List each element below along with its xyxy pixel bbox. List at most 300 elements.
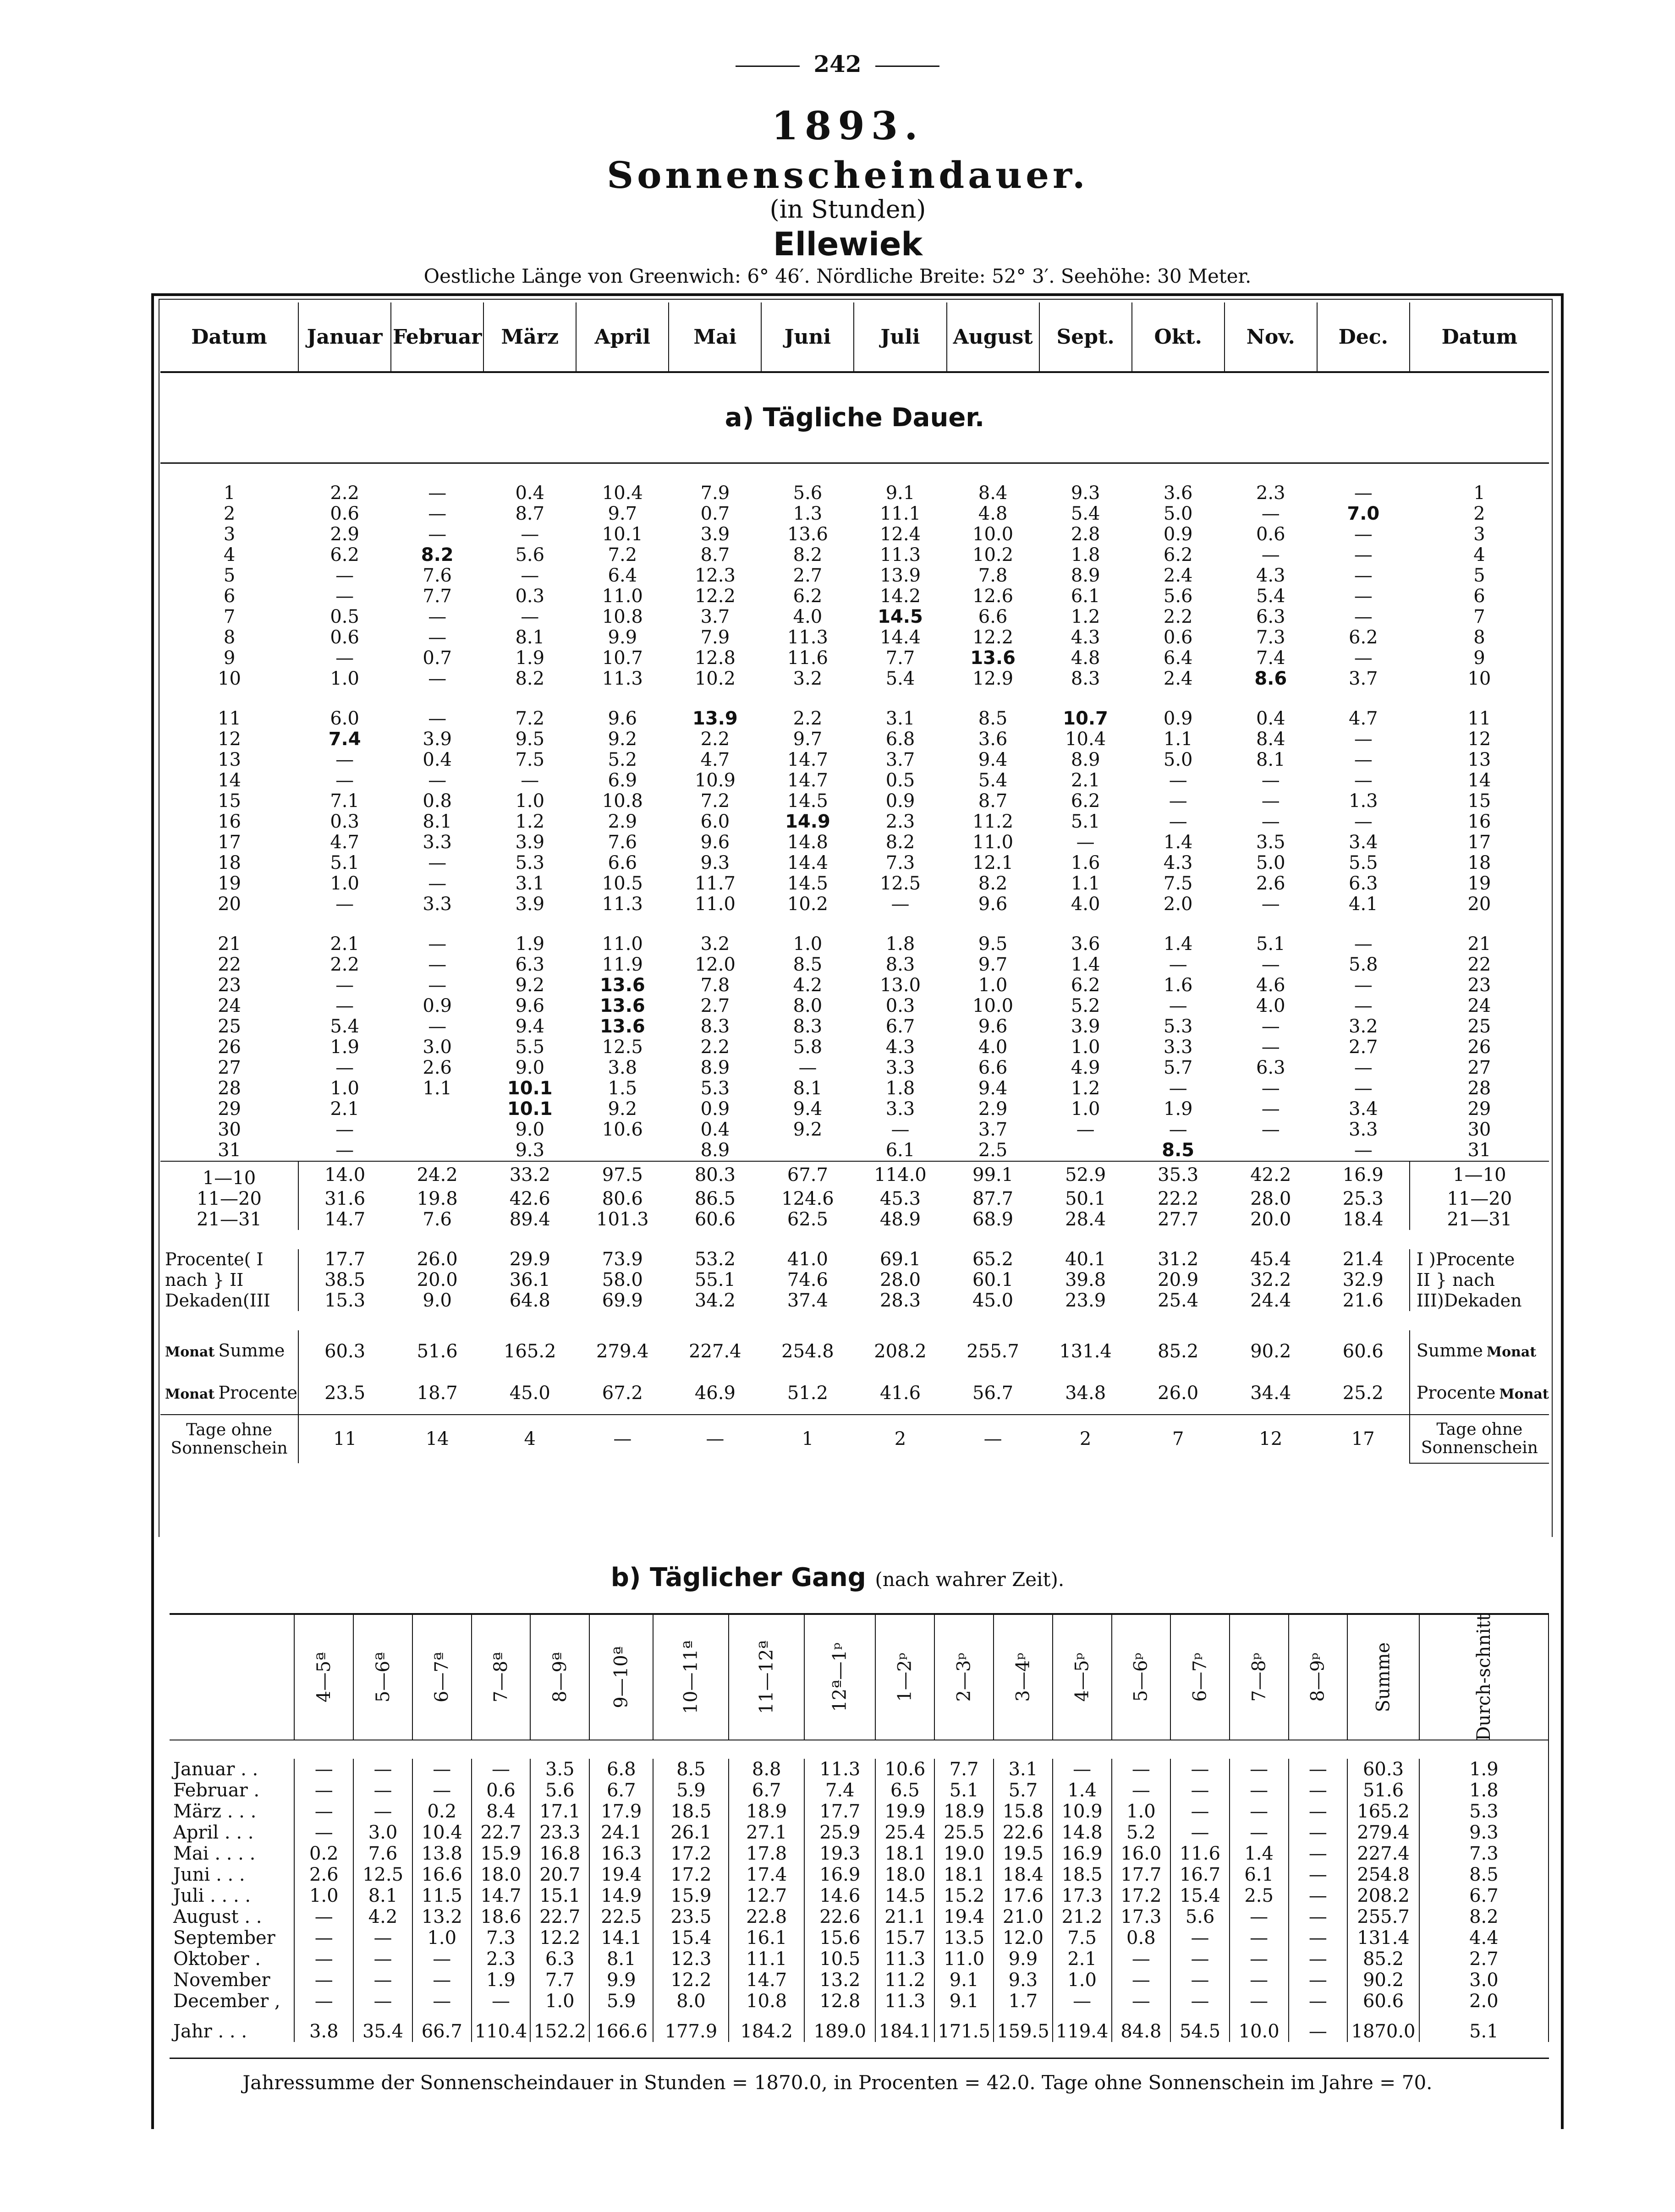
percent-decade-value: 29.9: [509, 1249, 550, 1270]
hourly-value: 10.4: [412, 1822, 472, 1843]
day-value: —: [428, 524, 447, 545]
day-value: [391, 1120, 483, 1140]
hourly-value: —: [294, 1780, 353, 1801]
hourly-value: 12.8: [804, 1991, 875, 2012]
hourly-value: 15.4: [1170, 1885, 1230, 1906]
spacer-cell: [160, 1311, 1549, 1330]
day-value: 3.6: [1163, 483, 1193, 504]
day-value: [1225, 1140, 1317, 1161]
day-value: 0.6: [1256, 524, 1285, 545]
month-sum-value: 208.2: [874, 1340, 927, 1362]
table-row: [160, 750, 1549, 770]
month-sum-value: 131.4: [1059, 1340, 1112, 1362]
hourly-spacer-row: [170, 1740, 1549, 1759]
hour-header: [353, 1614, 412, 1740]
hour-label: Summe: [1373, 1642, 1394, 1713]
day-value: 12.3: [694, 565, 736, 586]
day-value: 10.1: [602, 524, 643, 545]
day-value: 0.9: [885, 790, 915, 812]
hourly-value: 5.9: [653, 1780, 729, 1801]
day-value: 3.9: [423, 729, 452, 750]
day-value: 3.9: [515, 832, 545, 853]
header-month: Juni: [761, 302, 854, 372]
day-number: 11: [218, 708, 241, 729]
hourly-row: [170, 1927, 1549, 1949]
percent-decade-row: [160, 1249, 1549, 1270]
day-value: —: [1076, 832, 1095, 853]
hourly-year-value: 159.5: [994, 2012, 1053, 2042]
day-value: 1.1: [1163, 729, 1193, 750]
hourly-value: 1.0: [294, 1885, 353, 1906]
day-value: —: [1261, 503, 1280, 524]
day-value: 6.3: [1349, 873, 1378, 894]
hourly-year-value: 152.2: [530, 2012, 589, 2042]
hourly-value: 11.2: [875, 1970, 934, 1991]
hourly-value: 14.8: [1053, 1822, 1112, 1843]
year: 1893.: [771, 103, 924, 148]
day-value: 8.7: [700, 544, 730, 565]
day-value: 6.1: [1071, 586, 1100, 607]
spacer-row: [160, 1311, 1549, 1330]
day-value: 9.5: [515, 729, 545, 750]
hourly-value: —: [294, 1949, 353, 1970]
day-value: 7.6: [423, 565, 452, 586]
hour-header: [1419, 1614, 1549, 1740]
month-percent-label: [160, 1372, 298, 1415]
tage-ohne-value: 2: [854, 1415, 946, 1463]
day-number: 22: [218, 954, 241, 975]
percent-decade-value: 64.8: [509, 1290, 550, 1311]
decade-value: 124.6: [781, 1188, 834, 1209]
day-number: 18: [218, 852, 241, 873]
day-number-right: 28: [1467, 1078, 1491, 1099]
day-value: —: [335, 586, 354, 607]
day-value: 8.0: [793, 995, 823, 1016]
month-sum-value: 279.4: [596, 1340, 649, 1362]
hour-label: 8—9ª: [549, 1652, 571, 1702]
day-value: 3.7: [885, 749, 915, 770]
day-value: 7.5: [515, 749, 545, 770]
hour-label: 5—6ª: [372, 1652, 394, 1702]
hourly-value: 17.2: [653, 1864, 729, 1885]
day-number-right: 29: [1467, 1098, 1491, 1120]
decade-value: 42.6: [509, 1188, 550, 1209]
hourly-year-value: 5.1: [1419, 2012, 1549, 2042]
day-value: 2.0: [1163, 894, 1193, 915]
tage-ohne-label: Tage ohne Sonnenschein: [160, 1415, 298, 1463]
tage-ohne-row: [160, 1415, 1549, 1463]
hourly-value: 22.7: [472, 1822, 531, 1843]
day-value: 9.2: [793, 1119, 823, 1140]
day-value: 0.7: [700, 503, 730, 524]
day-value: 2.7: [793, 565, 823, 586]
tage-ohne-value: 4: [483, 1415, 576, 1463]
day-value: 1.5: [608, 1078, 637, 1099]
table-row: [160, 832, 1549, 853]
hourly-value: 22.7: [530, 1906, 589, 1927]
percent-decade-value: 41.0: [787, 1249, 828, 1270]
day-value: 9.0: [515, 1057, 545, 1078]
day-value: 1.0: [793, 933, 823, 955]
day-number: 9: [223, 648, 236, 669]
hourly-value: 3.1: [994, 1759, 1053, 1780]
hourly-value: 7.4: [804, 1780, 875, 1801]
day-value: 3.1: [885, 708, 915, 729]
hour-label: 2—3ᵖ: [953, 1652, 975, 1702]
day-value: 12.6: [972, 586, 1014, 607]
hourly-value: 3.5: [530, 1759, 589, 1780]
hourly-value: 18.6: [472, 1906, 531, 1927]
percent-decade-value: 69.1: [879, 1249, 921, 1270]
hourly-value: —: [1289, 1991, 1348, 2012]
hourly-value: 9.9: [994, 1949, 1053, 1970]
percent-decade-value: 32.2: [1250, 1269, 1291, 1290]
hour-header: [729, 1614, 804, 1740]
day-value: 3.3: [885, 1057, 915, 1078]
hourly-value: 0.2: [294, 1843, 353, 1864]
day-value: 7.7: [423, 586, 452, 607]
day-number: 28: [218, 1078, 241, 1099]
monat-label-right: Monat: [1486, 1344, 1537, 1360]
day-value: 0.6: [330, 503, 359, 524]
day-value: —: [1169, 770, 1187, 791]
day-value: 2.1: [330, 933, 359, 955]
dash-right: [875, 66, 939, 67]
hour-label: 3—4ᵖ: [1012, 1652, 1034, 1702]
station-name: Ellewiek: [773, 225, 923, 263]
hourly-month: März . . .: [170, 1801, 294, 1822]
hourly-value: 5.6: [1170, 1906, 1230, 1927]
hourly-row: [170, 1885, 1549, 1906]
hourly-value: 9.9: [589, 1970, 653, 1991]
day-number-right: 19: [1467, 873, 1491, 894]
hourly-value: 15.7: [875, 1927, 934, 1949]
day-value: 4.9: [1071, 1057, 1100, 1078]
decade-value: 86.5: [694, 1188, 736, 1209]
hourly-value: 7.7: [530, 1970, 589, 1991]
day-value: —: [1354, 995, 1373, 1016]
percent-decade-value: 37.4: [787, 1290, 828, 1311]
day-value: 9.6: [700, 832, 730, 853]
hourly-value: 16.1: [729, 1927, 804, 1949]
hourly-value: —: [294, 1822, 353, 1843]
percent-decade-value: 21.4: [1342, 1249, 1384, 1270]
day-number: 25: [218, 1016, 241, 1037]
hourly-value: 18.1: [875, 1843, 934, 1864]
day-value: 13.6: [599, 975, 645, 996]
decade-value: 45.3: [879, 1188, 921, 1209]
day-value: 6.3: [515, 954, 545, 975]
hour-label: 1—2ᵖ: [894, 1652, 916, 1702]
hourly-row: [170, 1864, 1549, 1885]
day-number-right: 15: [1467, 790, 1491, 812]
decade-row: [160, 1161, 1549, 1189]
day-number: 19: [218, 873, 241, 894]
decade-row: [160, 1209, 1549, 1230]
day-value: —: [1354, 586, 1373, 607]
day-number: 7: [223, 606, 236, 627]
header-month: Nov.: [1225, 302, 1317, 372]
hourly-value: —: [1170, 1970, 1230, 1991]
header-datum-right: Datum: [1410, 302, 1549, 372]
day-value: 0.8: [423, 790, 452, 812]
day-value: 4.3: [1163, 852, 1193, 873]
day-value: 9.4: [793, 1098, 823, 1120]
day-value: 0.3: [515, 586, 545, 607]
day-value: 3.3: [423, 832, 452, 853]
day-value: 2.2: [1163, 606, 1193, 627]
day-value: 1.3: [793, 503, 823, 524]
day-number-right: 25: [1467, 1016, 1491, 1037]
day-number: 20: [218, 894, 241, 915]
day-value: 1.0: [330, 873, 359, 894]
hourly-value: 90.2: [1347, 1970, 1419, 1991]
day-value: —: [1354, 1140, 1373, 1161]
hour-header: [875, 1614, 934, 1740]
month-sum-label-right: [1410, 1330, 1549, 1372]
day-value: 8.2: [515, 668, 545, 689]
hourly-value: 1.9: [472, 1970, 531, 1991]
hourly-value: 15.6: [804, 1927, 875, 1949]
hourly-value: 14.1: [589, 1927, 653, 1949]
day-number-right: 22: [1467, 954, 1491, 975]
header-month: Okt.: [1132, 302, 1225, 372]
table-row: [160, 1078, 1549, 1099]
percent-decade-value: 73.9: [602, 1249, 643, 1270]
day-value: —: [1354, 524, 1373, 545]
day-value: 3.3: [1163, 1037, 1193, 1058]
day-value: 10.4: [602, 483, 643, 504]
hourly-value: 6.1: [1230, 1864, 1289, 1885]
month-percent-value: 18.7: [417, 1383, 458, 1404]
hourly-value: —: [294, 1759, 353, 1780]
hourly-value: 17.1: [530, 1801, 589, 1822]
day-value: 4.0: [793, 606, 823, 627]
day-value: 4.7: [1349, 708, 1378, 729]
hourly-value: 51.6: [1347, 1780, 1419, 1801]
hourly-value: 10.5: [804, 1949, 875, 1970]
day-value: 10.1: [507, 1098, 553, 1120]
table-row: [160, 648, 1549, 669]
day-value: 9.6: [608, 708, 637, 729]
month-sum-value: 51.6: [417, 1340, 458, 1362]
page-number-text: 242: [813, 50, 862, 77]
tage-ohne-value: 1: [761, 1415, 854, 1463]
day-value: 2.9: [978, 1098, 1008, 1120]
day-value: 5.2: [608, 749, 637, 770]
hourly-value: 15.9: [653, 1885, 729, 1906]
day-value: 8.4: [1256, 729, 1285, 750]
day-value: 1.0: [1071, 1037, 1100, 1058]
decade-value: 101.3: [596, 1209, 649, 1230]
hourly-value: —: [1230, 1927, 1289, 1949]
hour-label: 6—7ᵖ: [1189, 1652, 1211, 1702]
hourly-value: 19.4: [589, 1864, 653, 1885]
hourly-value: —: [1230, 1906, 1289, 1927]
table-row: [160, 1099, 1549, 1120]
hourly-header-row: [170, 1614, 1549, 1740]
day-value: —: [521, 606, 539, 627]
day-value: 10.7: [1063, 708, 1108, 729]
hourly-value: 25.9: [804, 1822, 875, 1843]
hourly-year-value: 84.8: [1112, 2012, 1171, 2042]
day-value: 12.0: [694, 954, 736, 975]
hourly-value: 6.7: [589, 1780, 653, 1801]
table-row: [160, 934, 1549, 955]
table-row: [160, 1140, 1549, 1161]
hourly-value: —: [1170, 1780, 1230, 1801]
day-value: 3.1: [515, 873, 545, 894]
day-value: 9.3: [515, 1140, 545, 1161]
day-value: —: [1261, 1098, 1280, 1120]
day-value: —: [1261, 544, 1280, 565]
day-number-right: 17: [1467, 832, 1491, 853]
day-value: 5.0: [1163, 749, 1193, 770]
day-value: 6.4: [608, 565, 637, 586]
day-value: 2.2: [330, 483, 359, 504]
header-month: Mai: [669, 302, 761, 372]
hourly-year-value: 119.4: [1053, 2012, 1112, 2042]
day-value: 1.9: [330, 1037, 359, 1058]
month-percent-value: 41.6: [879, 1383, 921, 1404]
day-value: 1.9: [515, 933, 545, 955]
hourly-value: 7.7: [934, 1759, 994, 1780]
day-value: 5.1: [1071, 811, 1100, 832]
month-percent-value: 46.9: [694, 1383, 736, 1404]
day-value: 1.1: [1071, 873, 1100, 894]
hourly-value: 5.1: [934, 1780, 994, 1801]
day-value: —: [1169, 995, 1187, 1016]
header-month: Sept.: [1039, 302, 1132, 372]
day-value: 10.8: [602, 790, 643, 812]
day-value: 5.8: [793, 1037, 823, 1058]
day-value: 6.2: [1163, 544, 1193, 565]
hourly-value: —: [1170, 1927, 1230, 1949]
header-month: April: [576, 302, 669, 372]
daily-duration-table: [160, 302, 1549, 1464]
percent-decade-value: 60.1: [972, 1269, 1014, 1290]
footer-rule: [170, 2058, 1549, 2059]
day-value: 3.3: [423, 894, 452, 915]
hourly-value: 3.0: [1419, 1970, 1549, 1991]
day-value: 3.5: [1256, 832, 1285, 853]
day-number: 3: [223, 524, 236, 545]
day-value: 4.3: [1256, 565, 1285, 586]
decade-label: 11—20: [160, 1189, 298, 1209]
day-value: 11.3: [879, 544, 921, 565]
hourly-value: 3.0: [353, 1822, 412, 1843]
day-value: —: [428, 770, 447, 791]
month-sum-row: [160, 1330, 1549, 1372]
hourly-value: 8.1: [589, 1949, 653, 1970]
hourly-value: 17.9: [589, 1801, 653, 1822]
day-number: 5: [223, 565, 236, 586]
hour-header: [1230, 1614, 1289, 1740]
day-value: 12.2: [694, 586, 736, 607]
section-b-title: [0, 1563, 1675, 1592]
day-value: [391, 1099, 483, 1120]
header-datum: Datum: [160, 302, 298, 372]
day-value: 3.2: [793, 668, 823, 689]
hour-header: [530, 1614, 589, 1740]
day-number: 4: [223, 544, 236, 565]
day-value: 12.8: [694, 648, 736, 669]
day-value: 5.5: [1349, 852, 1378, 873]
day-value: 2.2: [793, 708, 823, 729]
hourly-value: 6.7: [729, 1780, 804, 1801]
day-number-right: 12: [1467, 729, 1491, 750]
month-percent-label-right: [1410, 1372, 1549, 1415]
decade-label-right: 11—20: [1410, 1189, 1549, 1209]
day-value: 4.2: [793, 975, 823, 996]
day-value: 3.6: [1071, 933, 1100, 955]
hourly-value: 1.0: [412, 1927, 472, 1949]
hourly-value: —: [1170, 1759, 1230, 1780]
tage-ohne-value: 14: [391, 1415, 483, 1463]
day-value: 0.7: [423, 648, 452, 669]
day-value: 4.6: [1256, 975, 1285, 996]
percent-decade-value: 45.0: [972, 1290, 1014, 1311]
day-number: 15: [218, 790, 241, 812]
hourly-value: —: [1289, 1780, 1348, 1801]
hourly-month: Mai . . . .: [170, 1843, 294, 1864]
hourly-value: —: [412, 1780, 472, 1801]
day-value: 4.7: [700, 749, 730, 770]
day-value: —: [335, 648, 354, 669]
hourly-value: —: [412, 1759, 472, 1780]
table-row: [160, 873, 1549, 894]
hourly-value: 13.5: [934, 1927, 994, 1949]
hourly-value: —: [1230, 1991, 1289, 2012]
day-value: —: [428, 975, 447, 996]
hourly-year-value: 35.4: [353, 2012, 412, 2042]
day-value: 13.9: [692, 708, 738, 729]
day-value: —: [1261, 790, 1280, 812]
hourly-value: 16.9: [804, 1864, 875, 1885]
hourly-value: —: [1112, 1780, 1171, 1801]
day-value: 8.2: [421, 544, 454, 565]
day-number-right: 9: [1473, 648, 1485, 669]
hourly-value: 5.3: [1419, 1801, 1549, 1822]
decade-value: 48.9: [879, 1209, 921, 1230]
day-value: 2.5: [978, 1140, 1008, 1161]
day-value: 10.2: [787, 894, 828, 915]
month-percent-value: 25.2: [1342, 1383, 1384, 1404]
hour-header: [1170, 1614, 1230, 1740]
day-value: 3.9: [700, 524, 730, 545]
day-value: —: [335, 565, 354, 586]
hourly-value: 19.5: [994, 1843, 1053, 1864]
day-value: 0.3: [330, 811, 359, 832]
hourly-value: —: [1289, 1970, 1348, 1991]
day-value: 5.0: [1256, 852, 1285, 873]
hourly-value: —: [1289, 1885, 1348, 1906]
day-value: 14.9: [785, 811, 830, 832]
hourly-value: 1.0: [1053, 1970, 1112, 1991]
day-value: 0.4: [1256, 708, 1285, 729]
hourly-value: —: [1230, 1780, 1289, 1801]
hourly-row: [170, 1970, 1549, 1991]
hour-label: 6—7ª: [431, 1652, 453, 1702]
day-value: 8.9: [1071, 749, 1100, 770]
day-number: 23: [218, 975, 241, 996]
decade-value: 80.3: [669, 1161, 761, 1189]
hourly-value: —: [1289, 1801, 1348, 1822]
day-value: 2.1: [1071, 770, 1100, 791]
day-value: 7.8: [700, 975, 730, 996]
spacer-row: [160, 689, 1549, 708]
day-value: —: [1354, 749, 1373, 770]
